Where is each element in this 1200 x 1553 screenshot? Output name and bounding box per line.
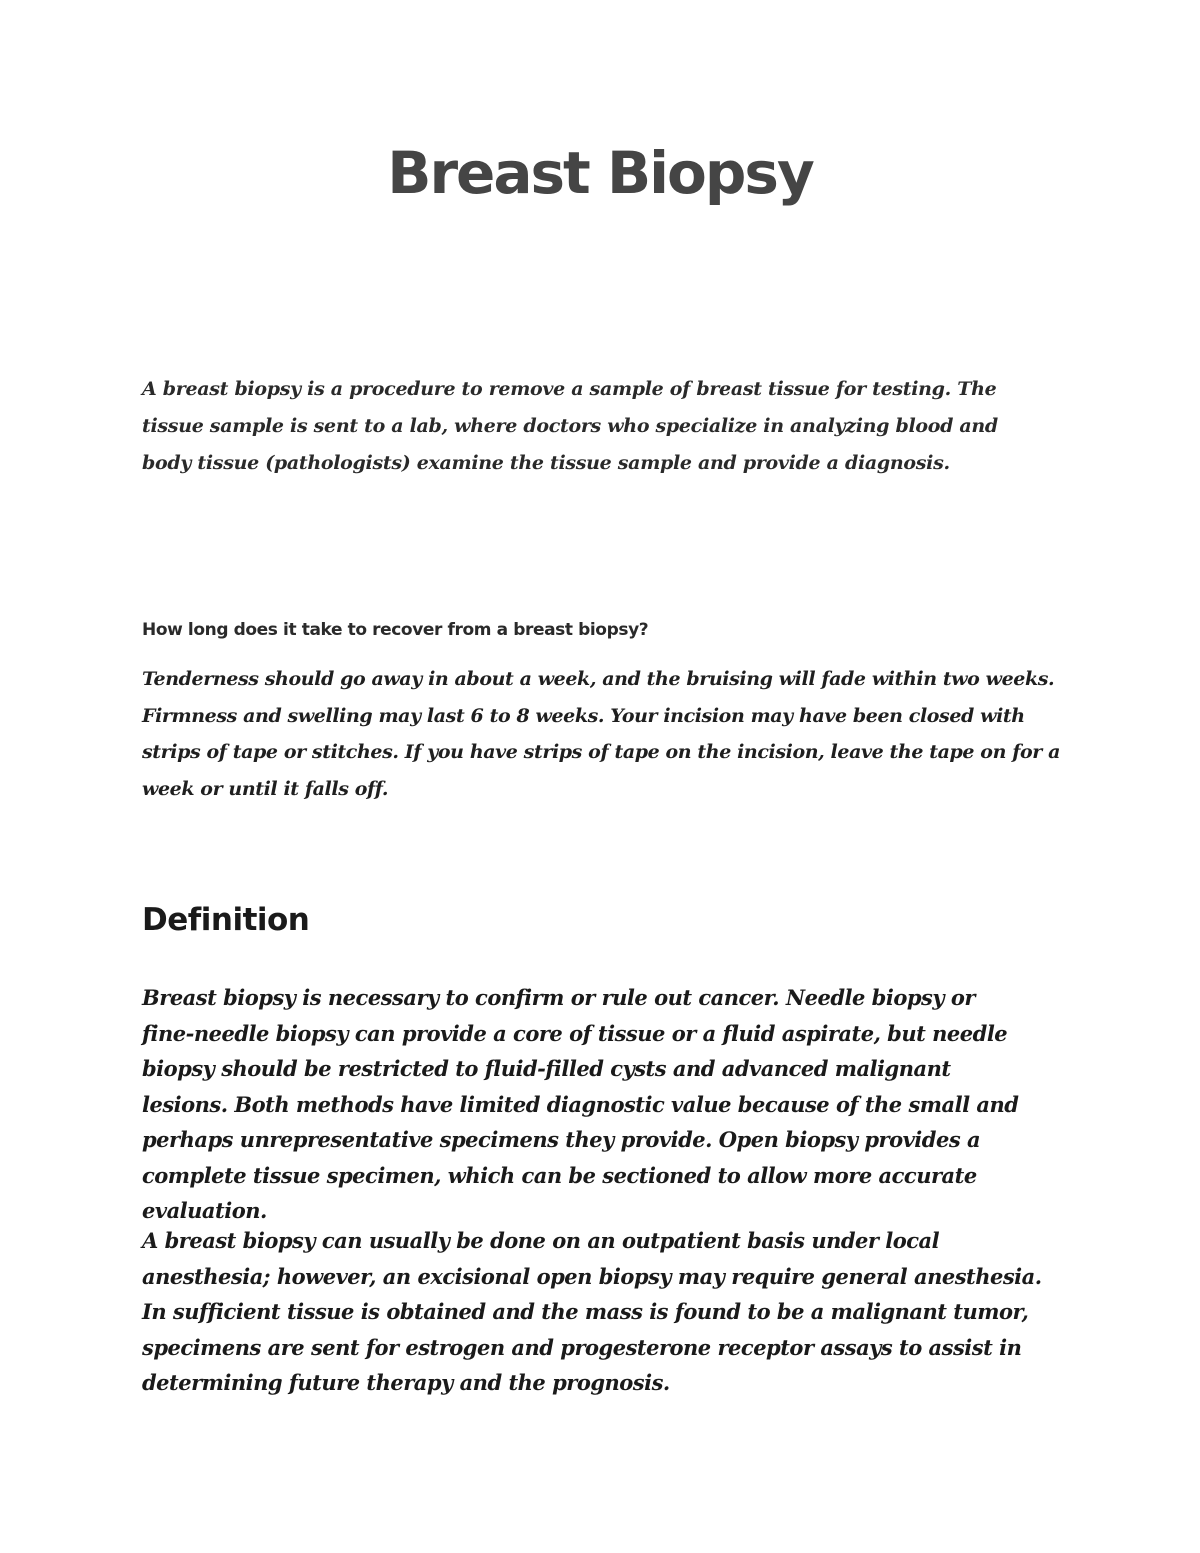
document-title: Breast Biopsy xyxy=(387,139,813,207)
faq-question-heading: How long does it take to recover from a breast biopsy? xyxy=(142,620,649,640)
definition-paragraph: A breast biopsy can usually be done on an outpatient basis under local anesthesia; however, an excisional open biopsy may require general anesthesia. In sufficient tissue is obtained and the mass is found to be a malignant tumor, specimens are sent for estrogen and progesterone receptor assays to assist in determining future therapy and the prognosis. xyxy=(142,1228,1042,1395)
definition-paragraph: Breast biopsy is necessary to confirm or rule out cancer. Needle biopsy or fine-needle biopsy can provide a core of tissue or a fluid aspirate, but needle biopsy should be restricted to fluid-filled cysts and advanced malignant lesions. Both methods have limited diagnostic value because of the small and perhaps unrepresentative specimens they provide. Open biopsy provides a complete tissue specimen, which can be sectioned to allow more accurate evaluation. xyxy=(142,985,1019,1223)
definition-heading: Definition xyxy=(142,902,310,938)
faq-answer-paragraph: Tenderness should go away in about a week, and the bruising will fade within two weeks. Firmness and swelling may last 6 to 8 weeks. Your incision may have been closed with strips of tape or stitches. If you have strips of tape on the incision, leave the tape on for a week or until it falls off. xyxy=(142,668,1060,800)
intro-paragraph: A breast biopsy is a procedure to remove a sample of breast tissue for testing. The tissue sample is sent to a lab, where doctors who specialize in analyzing blood and body tissue (pathologists) examine the tissue sample and provide a diagnosis. xyxy=(142,378,998,474)
